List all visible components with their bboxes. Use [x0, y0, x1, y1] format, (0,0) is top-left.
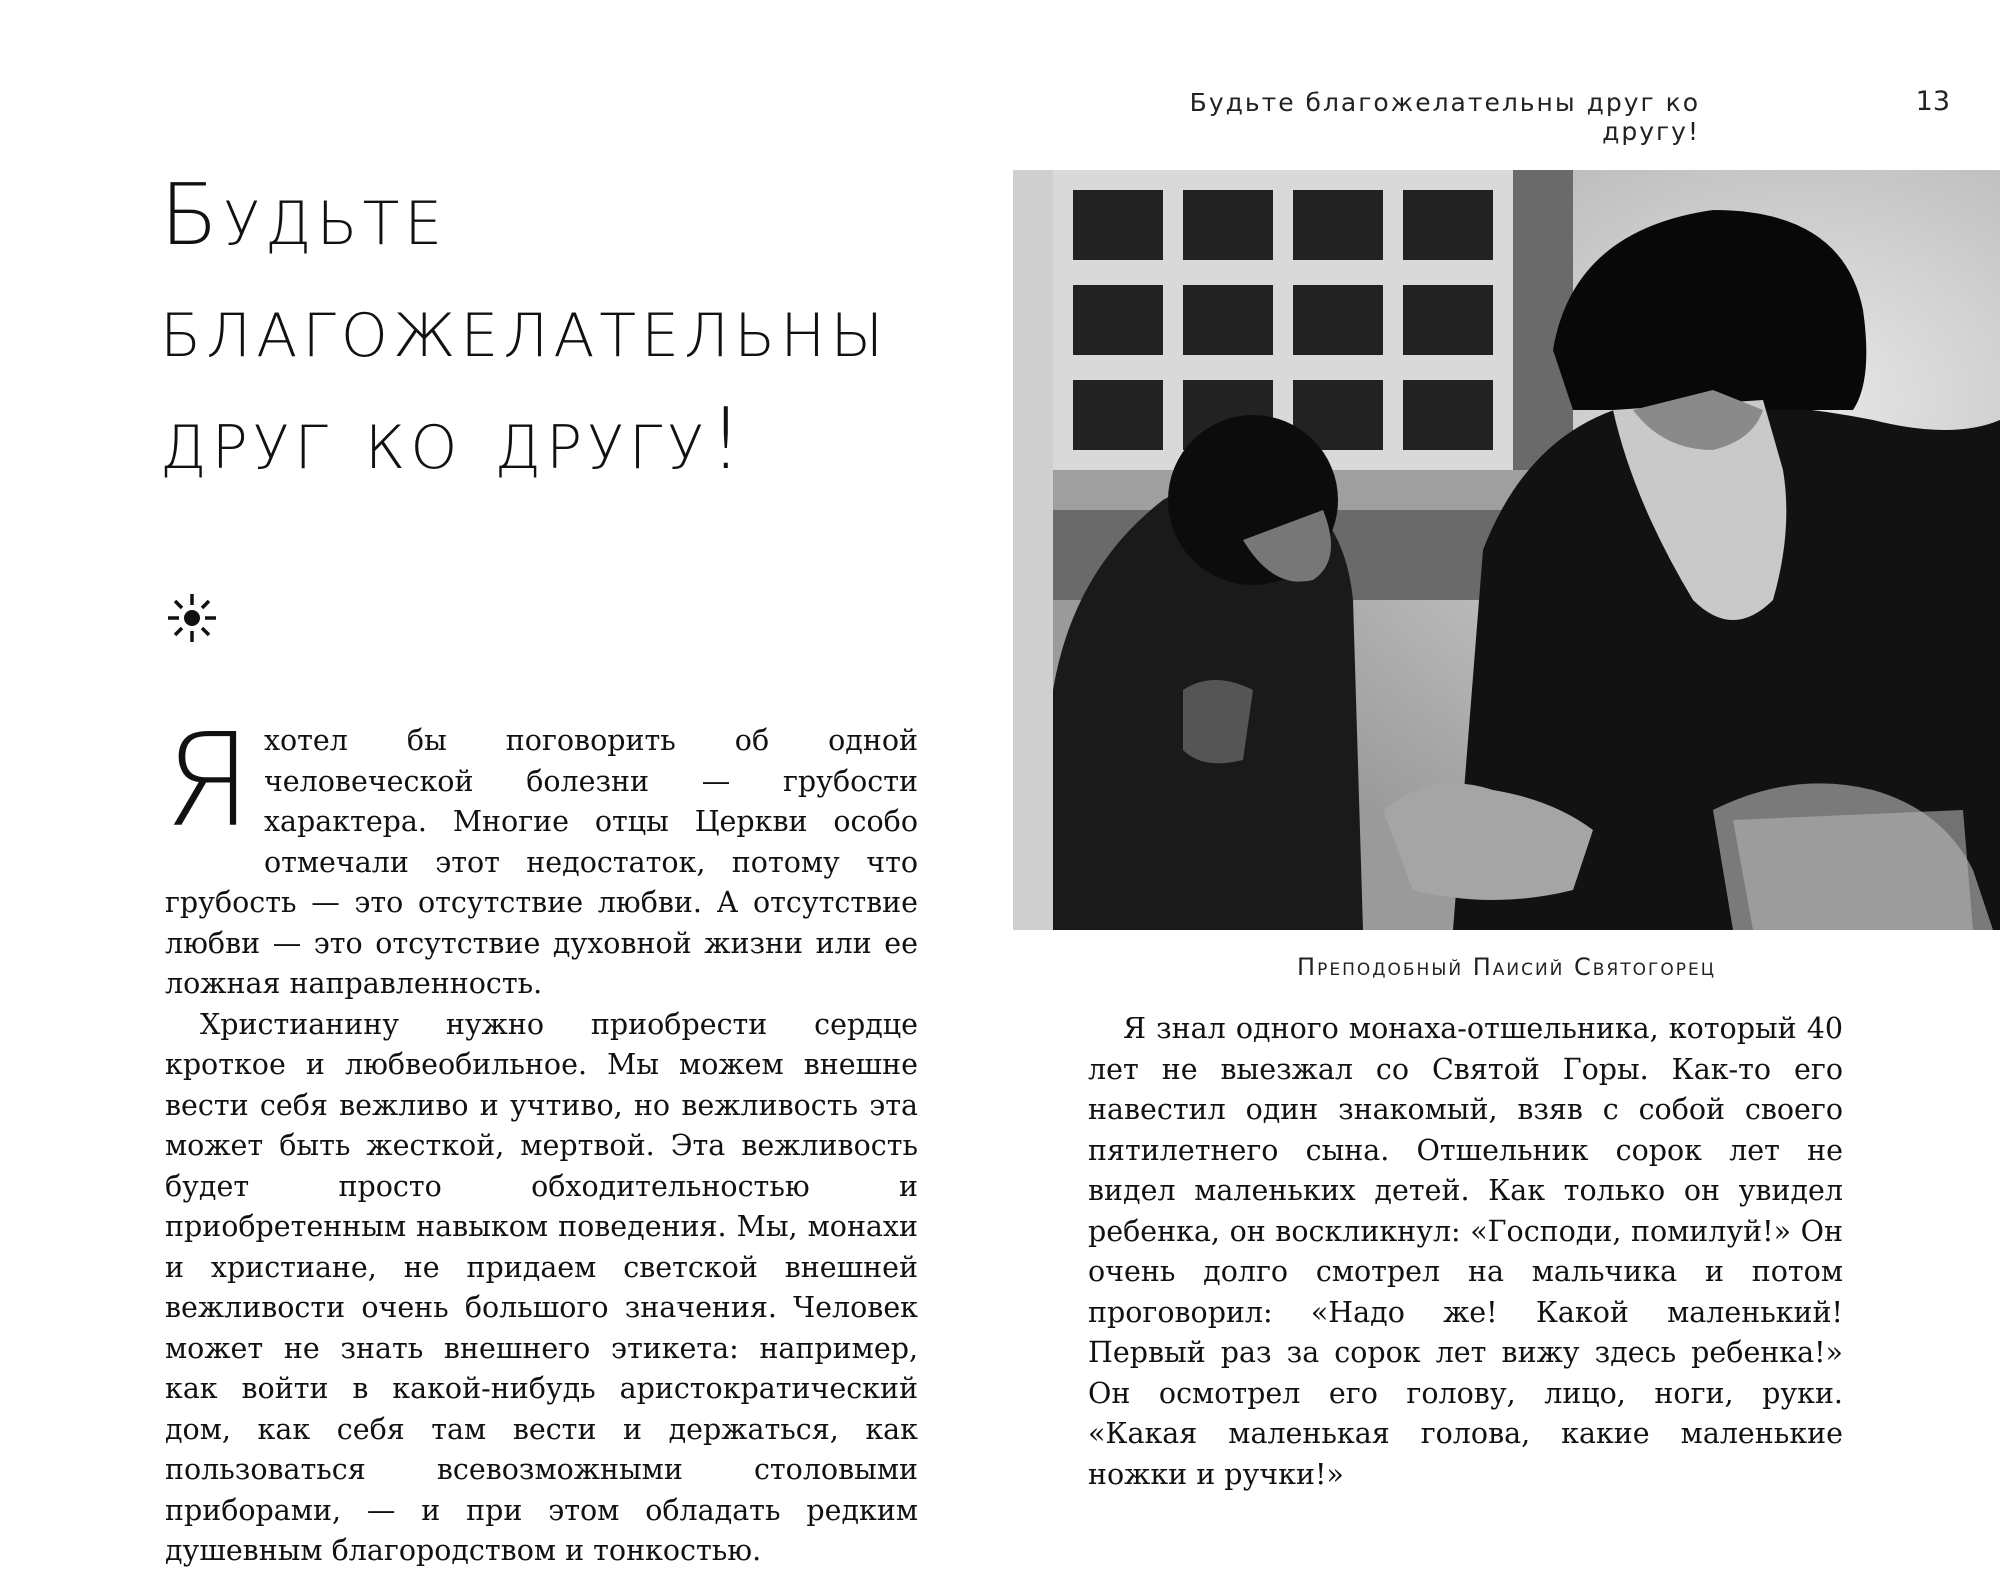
right-paragraph-1: Я знал одного монаха-отшельника, который 40 лет не выезжал со Святой Горы. Как-то его навестил один знакомый, взяв с собой своего пятилетнего сына. Отшельник сорок лет не видел маленьких детей. Как только он увидел ребенка, он воскликнул: «Господи, помилуй!» Он очень долго смотрел на мальчика и потом проговорил: «Надо же! Какой маленький! Первый раз за сорок лет вижу здесь ребенка!» Он осмотрел его голову, лицо, ноги, руки. «Какая маленькая голова, какие маленькие ножки и ручки!»: [1088, 1012, 1843, 1491]
photo-monk-and-boy: [1013, 170, 2000, 930]
left-paragraph-1-text: хотел бы поговорить об одной человеческой болезни — грубости характера. Многие отцы Церкви особо отмечали этот недостаток, потому что грубость — это отсутствие любви. А отсутствие любви — это отсутствие духовной жизни или ее ложная направленность.: [165, 724, 918, 1000]
chapter-title-line-2: благожелательны: [160, 278, 889, 377]
running-head: Будьте благожелательны друг ко другу!: [1189, 88, 1700, 146]
page-number: 13: [1915, 86, 1950, 117]
photo-caption: Преподобный Паисий Святогорец: [1297, 953, 1716, 981]
chapter-title-line-1: Будьте: [160, 166, 448, 265]
left-text-column: [163, 707, 918, 1572]
right-text-column: [1088, 1009, 1843, 1495]
left-paragraph-1: [163, 707, 918, 1005]
chapter-title-line-3: друг ко другу!: [160, 390, 748, 489]
sun-ornament-icon: [166, 592, 218, 644]
drop-cap: Я: [163, 707, 252, 856]
chapter-title: [160, 160, 960, 496]
left-paragraph-2: Христианину нужно приобрести сердце кроткое и любвеобильное. Мы можем внешне вести себя вежливо и учтиво, но вежливость эта может быть жесткой, мертвой. Эта вежливость будет просто обходительностью и приобретенным навыком поведения. Мы, монахи и христиане, не придаем светской внешней вежливости очень большого значения. Человек может не знать внешнего этикета: например, как войти в какой-нибудь аристократический дом, как себя там вести и держаться, как пользоваться всевозможными столовыми приборами, — и при этом обладать редким душевным благородством и тонкостью.: [165, 1007, 918, 1567]
